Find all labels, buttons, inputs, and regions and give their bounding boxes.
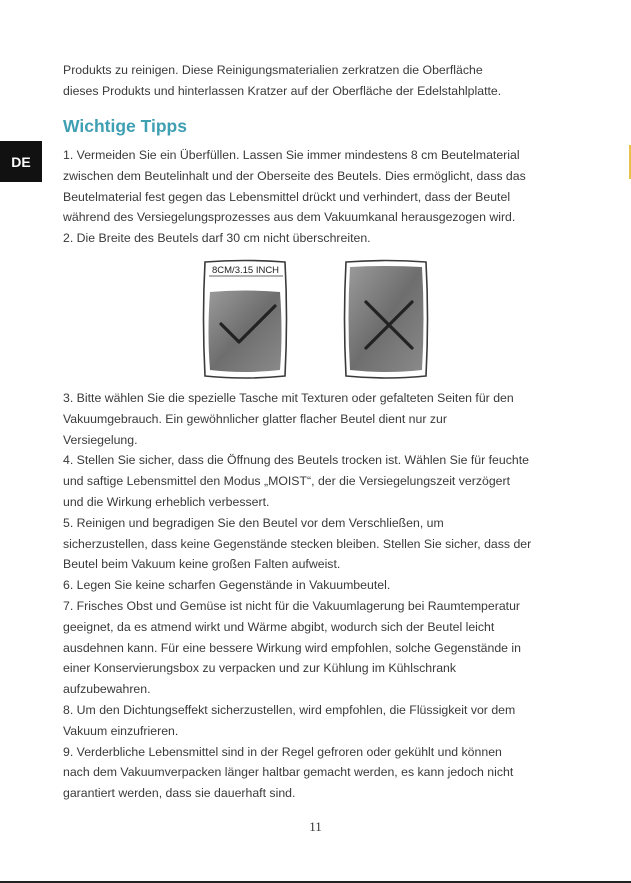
- bag-fill: [349, 266, 424, 372]
- text-line: Versiegelung.: [63, 432, 138, 447]
- text-line: aufzubewahren.: [63, 682, 151, 697]
- text-line: 9. Verderbliche Lebensmittel sind in der Regel gefroren oder gekühlt und können: [63, 744, 502, 759]
- text-line: ausdehnen kann. Für eine bessere Wirkung wird empfohlen, solche Gegenstände in: [63, 640, 521, 655]
- text-line: 4. Stellen Sie sicher, dass die Öffnung des Beutels trocken ist. Wählen Sie für feuchte: [63, 453, 529, 468]
- text-line: nach dem Vakuumverpacken länger haltbar gemacht werden, es kann jedoch nicht: [63, 765, 514, 780]
- section-title: Wichtige Tipps: [63, 116, 187, 136]
- text-line: 5. Reinigen und begradigen Sie den Beutel vor dem Verschließen, um: [63, 515, 444, 530]
- text-line: 3. Bitte wählen Sie die spezielle Tasche mit Texturen oder gefalteten Seiten für den: [63, 391, 514, 405]
- text-line: dieses Produkts und hinterlassen Kratzer auf der Oberfläche der Edelstahlplatte.: [63, 83, 502, 98]
- text-line: garantiert werden, dass sie dauerhaft sind.: [63, 786, 296, 801]
- tips-top: [63, 145, 573, 249]
- correct-bag-illustration: [199, 258, 291, 382]
- text-line: 2. Die Breite des Beutels darf 30 cm nicht überschreiten.: [63, 231, 371, 246]
- text-line: während des Versiegelungsprozesses aus dem Vakuumkanal herausgezogen wird.: [63, 210, 516, 225]
- text-line: 7. Frisches Obst und Gemüse ist nicht für die Vakuumlagerung bei Raumtemperatur: [63, 598, 521, 613]
- text-line: Vakuum einzufrieren.: [63, 723, 179, 738]
- tips-bottom: [63, 388, 573, 804]
- language-tab-label: DE: [11, 153, 31, 170]
- text-line: 6. Legen Sie keine scharfen Gegenstände in Vakuumbeutel.: [63, 578, 391, 593]
- text-line: und saftige Lebensmittel den Modus „MOIST“, der die Versiegelungszeit verzögert: [63, 474, 511, 489]
- text-line: Produkts zu reinigen. Diese Reinigungsmaterialien zerkratzen die Oberfläche: [63, 63, 483, 77]
- text-line: 8. Um den Dichtungseffekt sicherzustellen, wird empfohlen, die Flüssigkeit vor dem: [63, 702, 516, 717]
- text-line: 1. Vermeiden Sie ein Überfüllen. Lassen Sie immer mindestens 8 cm Beutelmaterial: [63, 148, 520, 162]
- measure-label: 8CM/3.15 INCH: [212, 265, 280, 276]
- text-line: einer Konservierungsbox zu verpacken und zur Kühlung im Kühlschrank: [63, 661, 457, 676]
- bag-fill: [209, 291, 282, 373]
- text-line: und die Wirkung erheblich verbessert.: [63, 494, 270, 509]
- page-number: 11: [309, 819, 322, 834]
- intro-paragraph: [63, 60, 573, 102]
- text-line: Vakuumgebrauch. Ein gewöhnlicher glatter flacher Beutel dient nur zur: [63, 411, 447, 426]
- text-line: geeignet, da es atmend wirkt und Wärme abgibt, wodurch sich der Beutel leicht: [63, 619, 495, 634]
- text-line: Beutelmaterial fest gegen das Lebensmittel drückt und verhindert, dass der Beutel: [63, 189, 511, 204]
- language-tab: [0, 141, 42, 182]
- wrong-bag-illustration: [340, 258, 432, 382]
- text-line: zwischen dem Beutelinhalt und der Oberseite des Beutels. Dies ermöglicht, dass das: [63, 168, 526, 183]
- text-line: sicherzustellen, dass keine Gegenstände stecken bleiben. Stellen Sie sicher, dass der: [63, 536, 532, 551]
- text-line: Beutel beim Vakuum keine großen Falten aufweist.: [63, 557, 341, 572]
